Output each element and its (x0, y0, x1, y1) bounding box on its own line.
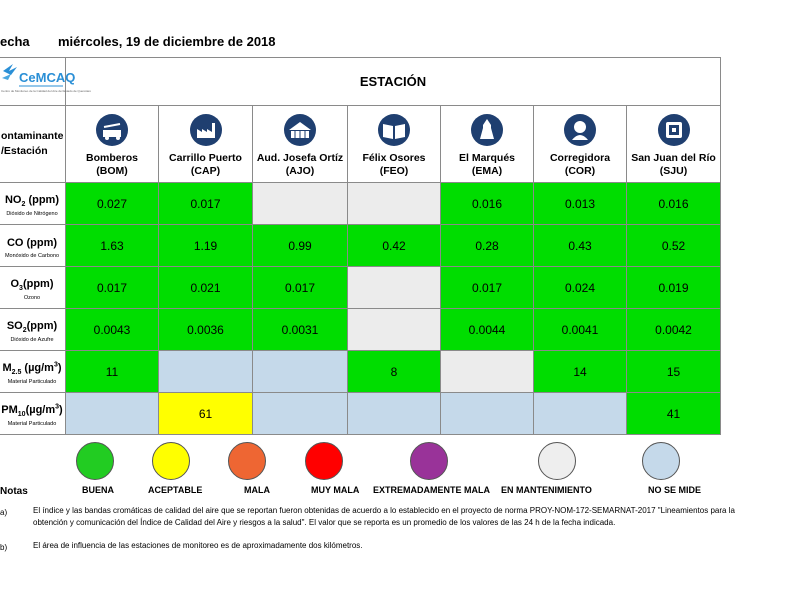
station-name: Bomberos (86, 151, 138, 164)
value-cell (441, 393, 534, 435)
value-cell: 0.0043 (66, 309, 159, 351)
logo-text: CeMCAQ (19, 70, 76, 85)
fire-truck-icon (95, 113, 129, 147)
legend-label: NO SE MIDE (648, 485, 702, 495)
open-book-icon (377, 113, 411, 147)
header-line-2: /Estación (1, 145, 48, 157)
pollutant-name: $NO_2$ (ppm) (4, 194, 59, 209)
value-cell (348, 267, 441, 309)
station-code: (EMA) (471, 164, 503, 177)
value-cell (253, 393, 348, 435)
note-a-letter: a) (0, 508, 8, 517)
station-name: Aud. Josefa Ortíz (256, 151, 344, 164)
pollutant-station-header (0, 106, 66, 183)
table-row (0, 267, 721, 309)
value-cell: 0.0044 (441, 309, 534, 351)
value-cell (159, 351, 253, 393)
value-cell: 0.017 (66, 267, 159, 309)
value-cell: 0.017 (159, 183, 253, 225)
station-header-sju (627, 106, 721, 183)
table-row (0, 225, 721, 267)
pollutant-label (0, 225, 66, 267)
auditorium-icon (283, 113, 317, 147)
value-cell: 1.19 (159, 225, 253, 267)
station-title: ESTACIÓN (66, 58, 721, 106)
value-cell (253, 183, 348, 225)
pollutant-description: Monóxido de Carbono (4, 252, 60, 259)
legend-label: EXTREMADAMENTE MALA (373, 485, 490, 495)
station-code: (FEO) (379, 164, 409, 177)
legend-label: MALA (244, 485, 270, 495)
legend-label: MUY MALA (311, 485, 360, 495)
value-cell: 0.28 (441, 225, 534, 267)
value-cell: 0.016 (441, 183, 534, 225)
value-cell: 0.43 (534, 225, 627, 267)
pollutant-label (0, 393, 66, 435)
station-name: San Juan del Río (631, 151, 716, 164)
pollutant-label (0, 267, 66, 309)
legend-label: EN MANTENIMIENTO (501, 485, 592, 495)
station-header-cor (534, 106, 627, 183)
date-label: echa (0, 34, 30, 49)
church-icon (470, 113, 504, 147)
station-name: El Marqués (458, 151, 516, 164)
pollutant-description: Material Particulado (7, 378, 57, 385)
note-b-letter: b) (0, 543, 8, 552)
value-cell (348, 309, 441, 351)
value-cell: 0.013 (534, 183, 627, 225)
station-code: (CAP) (190, 164, 221, 177)
value-cell: 0.027 (66, 183, 159, 225)
value-cell: 0.017 (253, 267, 348, 309)
pollutant-name: CO (ppm) (6, 236, 58, 249)
legend-swatch (642, 442, 680, 480)
table-row (0, 309, 721, 351)
station-name: Félix Osores (362, 151, 426, 164)
station-code: (BOM) (96, 164, 128, 177)
pollutant-name: $O_3(ppm)$ (10, 278, 54, 293)
value-cell: 61 (159, 393, 253, 435)
station-header-bom (66, 106, 159, 183)
note-a: El índice y las bandas cromáticas de calidad del aire que se reportan fueron obtenidas de acuerdo a lo establecido en el proyecto de norma PROY-NOM-172-SEMARNAT-2017 "Lineamientos para la obtención y comunicación del Índice de Calidad del Aire y riesgos a la salud". El valor que se reporta es un promedio de los valores de las 24 h de la fecha indicada. (33, 506, 735, 527)
value-cell (253, 351, 348, 393)
air-quality-table (0, 57, 721, 435)
value-cell: 0.017 (441, 267, 534, 309)
legend-label: BUENA (82, 485, 115, 495)
table-row (0, 393, 721, 435)
pollutant-name: $M_{2.5}$ $(\mu g/m^3)$ (2, 361, 62, 377)
legend-swatch (152, 442, 190, 480)
pollutant-name: $PM_{10}(\mu g/m^3)$ (1, 403, 63, 419)
report-date: miércoles, 19 de diciembre de 2018 (58, 34, 276, 49)
station-header-feo (348, 106, 441, 183)
value-cell: 0.024 (534, 267, 627, 309)
value-cell (441, 351, 534, 393)
factory-icon (189, 113, 223, 147)
station-code: (AJO) (285, 164, 315, 177)
value-cell: 11 (66, 351, 159, 393)
value-cell: 0.42 (348, 225, 441, 267)
value-cell: 0.99 (253, 225, 348, 267)
legend-swatch (228, 442, 266, 480)
pollutant-name: $SO_2(ppm)$ (6, 320, 58, 335)
pollutant-description: Dióxido de Nitrógeno (6, 210, 58, 217)
value-cell: 15 (627, 351, 721, 393)
pollutant-label (0, 309, 66, 351)
legend-swatch (538, 442, 576, 480)
value-cell: 0.52 (627, 225, 721, 267)
station-header-cap (159, 106, 253, 183)
station-header-ema (441, 106, 534, 183)
value-cell: 41 (627, 393, 721, 435)
value-cell: 0.021 (159, 267, 253, 309)
value-cell: 8 (348, 351, 441, 393)
legend-swatch (76, 442, 114, 480)
value-cell (66, 393, 159, 435)
legend-swatch (410, 442, 448, 480)
pollutant-description: Dióxido de Azufre (10, 336, 54, 343)
note-b: El área de influencia de las estaciones de monitoreo es de aproximadamente dos kilómetros. (33, 541, 363, 550)
table-row (0, 351, 721, 393)
station-name: Carrillo Puerto (169, 151, 242, 164)
value-cell (348, 393, 441, 435)
value-cell: 1.63 (66, 225, 159, 267)
value-cell: 0.0031 (253, 309, 348, 351)
value-cell (348, 183, 441, 225)
header-line-1: ontaminante (1, 130, 64, 142)
cemcaq-logo (0, 58, 92, 100)
notes-title: Notas (0, 486, 28, 497)
woman-profile-icon (563, 113, 597, 147)
pollutant-description: Material Particulado (7, 420, 57, 427)
glyph-icon (657, 113, 691, 147)
station-code: (COR) (564, 164, 596, 177)
value-cell: 0.0042 (627, 309, 721, 351)
value-cell (534, 393, 627, 435)
legend-swatch (305, 442, 343, 480)
pollutant-label (0, 183, 66, 225)
pollutant-label (0, 351, 66, 393)
legend-label: ACEPTABLE (148, 485, 203, 495)
logo-subtitle: Centro de Monitoreo de la Calidad del Aire del Estado de Querétaro (1, 89, 92, 93)
value-cell: 0.016 (627, 183, 721, 225)
logo-cell (0, 58, 92, 106)
station-header-ajo (253, 106, 348, 183)
pollutant-description: Ozono (23, 294, 41, 301)
table-row (0, 183, 721, 225)
station-name: Corregidora (549, 151, 611, 164)
station-code: (SJU) (659, 164, 688, 177)
value-cell: 0.0036 (159, 309, 253, 351)
value-cell: 0.0041 (534, 309, 627, 351)
value-cell: 0.019 (627, 267, 721, 309)
value-cell: 14 (534, 351, 627, 393)
